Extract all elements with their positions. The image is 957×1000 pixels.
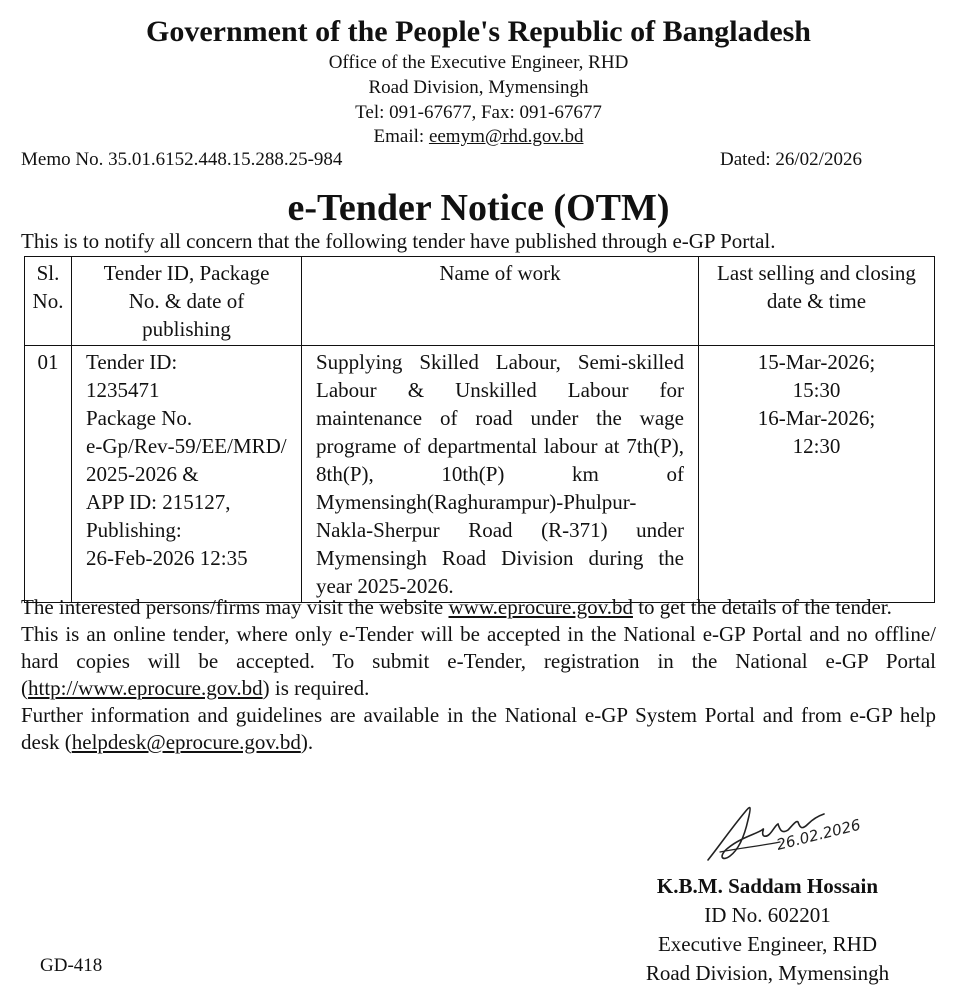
eprocure-link[interactable]: www.eprocure.gov.bd [448,595,633,619]
para3-text: Further information and guidelines are available in the National e-GP System Portal and from e-GP help desk ( [21,703,936,754]
package-label: Package No. [86,406,193,430]
dated: Dated: 26/02/2026 [720,149,862,170]
cell-work: Supplying Skilled Labour, Semi-skilled Labour & Unskilled Labour for maintenance of road under the wage programe of departmental labour at 7th(P), 8th(P), 10th(P) km of Mymensingh(Raghurampur)-Phulpur-Nakla-Sherpur Road (R-371) under Mymensingh Road Division during the year 2025-2026. [302,346,699,603]
publishing-date: 26-Feb-2026 12:35 [86,546,248,570]
table-row [25,346,935,603]
division-line: Road Division, Mymensingh [368,77,589,98]
helpdesk-paragraph [21,702,936,756]
signatory-designation: Executive Engineer, RHD [657,932,877,956]
cell-tender [72,346,302,603]
intro-text: This is to notify all concern that the following tender have published through e-GP Portal. [21,229,776,253]
handwritten-signature [700,790,890,870]
gd-code: GD-418 [40,955,103,976]
app-id: APP ID: 215127, [86,490,231,514]
memo-number: Memo No. 35.01.6152.448.15.288.25-984 [21,149,343,170]
para1-text-end: to get the details of the tender. [632,595,892,619]
para2-text-end: ) is required. [262,676,370,700]
notice-title: e-Tender Notice (OTM) [287,187,670,229]
signatory-block [610,872,925,988]
email-label: Email: [373,126,429,147]
signature-date: 26.02.2026 [774,815,863,854]
package-number: e-Gp/Rev-59/EE/MRD/ 2025-2026 & [86,434,287,486]
email-line [0,126,957,148]
last-selling-time: 15:30 [792,378,841,402]
para3-text-end: ). [300,730,314,754]
helpdesk-email-link[interactable]: helpdesk@eprocure.gov.bd [71,730,301,754]
tender-table [24,256,935,603]
cell-sl: 01 [25,346,72,603]
tel-fax-line: Tel: 091-67677, Fax: 091-67677 [355,102,602,123]
closing-time: 12:30 [792,434,841,458]
government-title: Government of the People's Republic of Bangladesh [146,15,811,48]
table-header-row [25,257,935,346]
header-work: Name of work [302,257,699,346]
website-paragraph [21,594,936,621]
header-sl: Sl. No. [25,257,72,346]
email-link[interactable]: eemym@rhd.gov.bd [428,126,584,147]
para2-text: This is an online tender, where only e-Tender will be accepted in the National e-GP Portal and no offline/ hard copies will be accepted. To submit e-Tender, registration in the National e-GP Portal ( [21,622,936,700]
notice-body [21,594,936,756]
last-selling-date: 15-Mar-2026; [757,350,876,374]
header-dates: Last selling and closing date & time [699,257,935,346]
cell-dates [699,346,935,603]
tender-id: 1235471 [86,378,160,402]
signatory-office: Road Division, Mymensingh [645,961,890,985]
publishing-label: Publishing: [86,518,182,542]
signatory-id: ID No. 602201 [704,903,831,927]
egp-portal-link[interactable]: http://www.eprocure.gov.bd [28,676,263,700]
office-line: Office of the Executive Engineer, RHD [328,52,629,73]
closing-date: 16-Mar-2026; [757,406,876,430]
header-tender: Tender ID, Package No. & date of publishing [72,257,302,346]
tender-id-label: Tender ID: [86,350,178,374]
para1-text: The interested persons/firms may visit the website [21,595,449,619]
online-tender-paragraph [21,621,936,702]
signatory-name: K.B.M. Saddam Hossain [656,874,879,898]
